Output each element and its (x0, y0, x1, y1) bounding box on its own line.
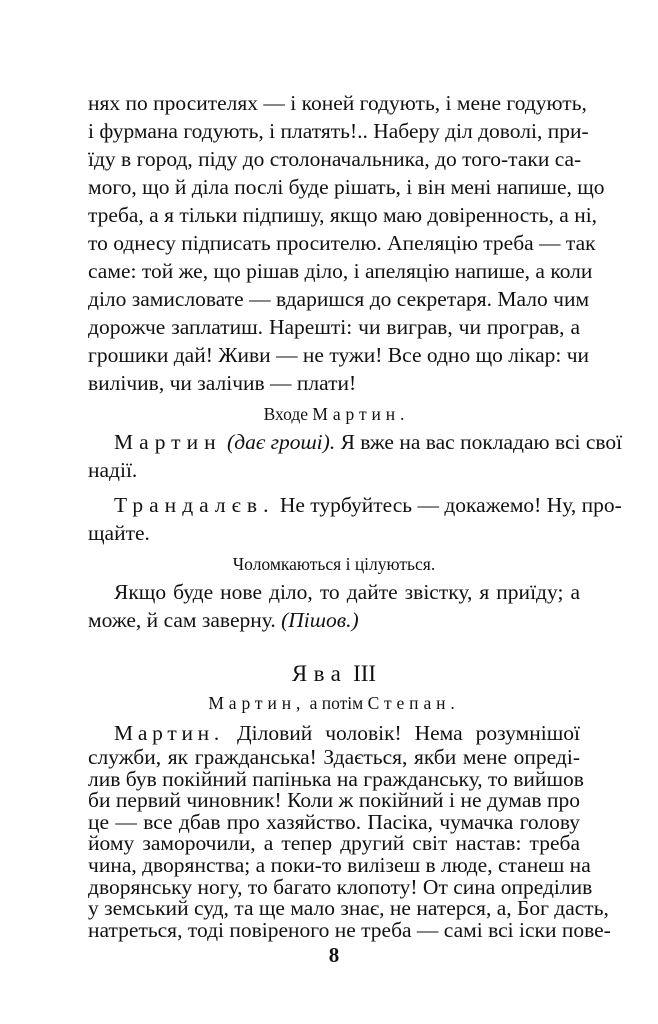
scene-cast-text: а потім (309, 693, 364, 713)
scene-cast (88, 691, 580, 715)
page-number: 8 (328, 943, 340, 967)
speaker-name: Трандалєв. (114, 493, 275, 517)
dialogue-text: може, й сам заверну. (88, 608, 276, 632)
scene-numeral: III (353, 661, 377, 686)
text-line: то однесу підписать просителю. Апеляцію треба — так (88, 231, 596, 255)
stage-remark: (дає гроші). (227, 430, 336, 454)
text-line: натреться, тоді повіреного не треба — самі всі іски пове- (88, 917, 611, 942)
text-line: щайте. (88, 521, 150, 545)
text-line: чина, дворянства; а поки-то вилізеш в люде, станеш на (88, 853, 591, 877)
text-line: у земський суд, та ще мало знає, не натерся, а, Бог дасть, (88, 896, 609, 921)
scene-word: Ява (291, 661, 348, 686)
text-line: Якщо буде нове діло, то дайте звістку, я приїду; а (114, 580, 580, 604)
stage-direction-end: . (400, 404, 405, 424)
text-line: і фурмана годують, і платять!.. Наберу діл доволі, при- (88, 119, 589, 143)
text-line: саме: той же, що рішав діло, і апеляцію напише, а коли (88, 259, 593, 283)
text-line: надії. (88, 458, 138, 482)
dialogue-text: Я вже на вас покладаю всі свої (340, 430, 623, 454)
text-line: дворянську ногу, то багато клопоту! От сина опреділив (88, 874, 593, 899)
stage-remark: (Пішов.) (281, 608, 359, 632)
text-line: їду в город, піду до столоначальника, до того-таки са- (88, 147, 582, 171)
character-name: Степан. (367, 693, 460, 713)
text-line: вилічив, чи залічив — плати! (88, 371, 357, 395)
dialogue-line (114, 491, 622, 519)
text-line: йому заморочили, а тепер другий світ настав: треба (88, 831, 580, 856)
text-line: грошики дай! Живи — не тужи! Все одно що лікар: чи (88, 343, 590, 367)
dialogue-line (114, 428, 623, 456)
scene-title (88, 659, 580, 689)
stage-direction: Чоломкаються і цілуються. (232, 554, 436, 574)
character-name: Мартин, (208, 693, 306, 713)
speaker-name: Мартин. (114, 721, 225, 745)
text-line: дорожче заплатиш. Нарешті: чи виграв, чи програв, а (88, 315, 580, 339)
text-line: це — все дбав про хазяйство. Пасіка, чумачка голову (88, 809, 580, 834)
text-line: служби, як гражданська! Здається, якби мене опреді- (88, 745, 580, 769)
text-line: треба, а я тільки підпишу, якщо маю довіренность, а ні, (88, 203, 598, 227)
text-line: лив був покійний папінька на гражданську, то вийшов (88, 766, 584, 791)
stage-direction-text: Входе (263, 404, 309, 424)
text-line: мого, що й діла послі буде рішать, і він мені напише, що (88, 175, 605, 199)
text-line (88, 606, 580, 634)
text-line: діло замисловате — вдаришся до секретаря. Мало чим (88, 287, 590, 311)
text-line: би первий чиновник! Коли ж покійний і не думав про (88, 788, 580, 813)
stage-direction (88, 402, 580, 426)
dialogue-text: Не турбуйтесь — докажемо! Ну, про- (279, 493, 622, 517)
dialogue-line (114, 719, 580, 747)
character-name: Мартин (312, 404, 401, 424)
text-line: нях по просителях — і коней годують, і мене годують, (88, 91, 587, 115)
speaker-name: Мартин (114, 430, 222, 454)
dialogue-text: Діловий чоловік! Нема розумнішої (236, 721, 580, 745)
